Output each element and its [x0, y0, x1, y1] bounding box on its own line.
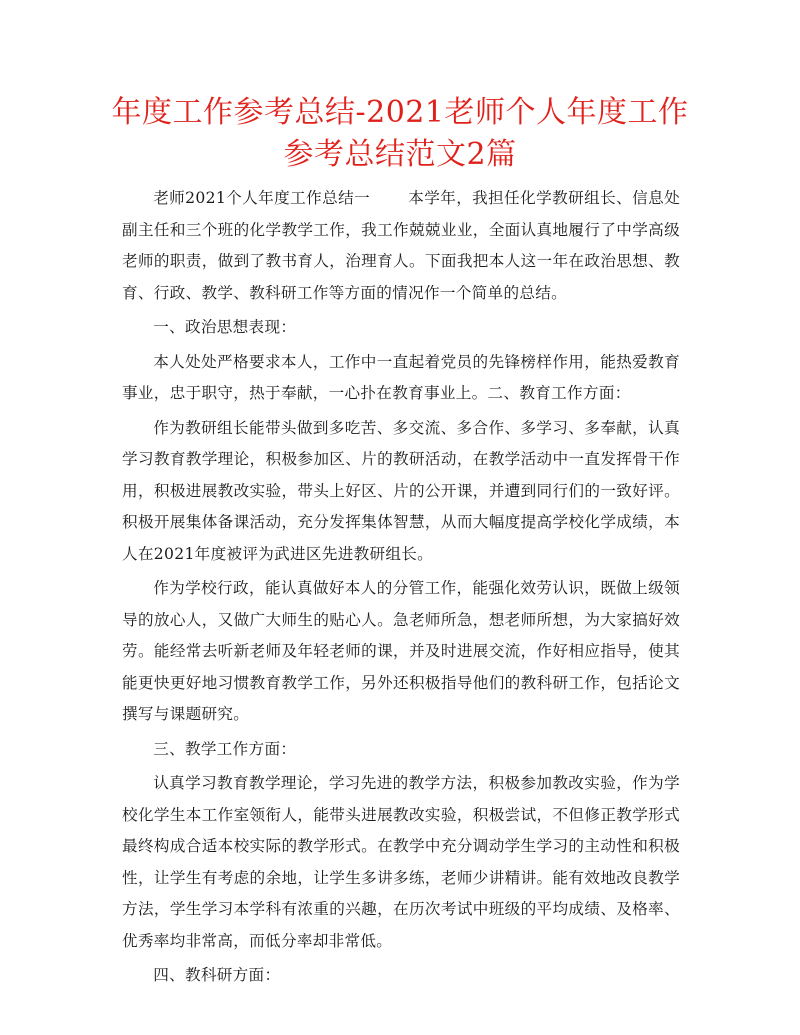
document-title: 年度工作参考总结-2021老师个人年度工作参考总结范文2篇: [111, 95, 689, 172]
section2-paragraph-2: 作为学校行政，能认真做好本人的分管工作，能强化效劳认识，既做上级领导的放心人，又做广大师生的贴心人。急老师所急，想老师所想，为大家搞好效劳。能经常去听新老师及年轻老师的课，并及时进展交流，作好相应指导，使其能更快更好地习惯教育教学工作，另外还积极指导他们的教科研工作，包括论文撰写与课题研究。: [122, 579, 680, 723]
intro-paragraph: [122, 183, 680, 309]
intro-label: 老师2021个人年度工作总结一: [153, 189, 371, 207]
intro-text: 本学年，我担任化学教研组长、信息处副主任和三个班的化学教学工作，我工作兢兢业业，全面认真地履行了中学高级老师的职责，做到了教书育人，治理育人。下面我把本人这一年在政治思想、教育、行政、教学、教科研工作等方面的情况作一个简单的总结。: [122, 189, 680, 302]
section3-heading: 三、教学工作方面：: [153, 739, 297, 758]
section1-heading: 一、政治思想表现：: [153, 318, 297, 336]
section1-paragraph: 本人处处严格要求本人，工作中一直起着党员的先锋榜样作用，能热爱教育事业，忠于职守，热于奉献，一心扑在教育事业上。二、教育工作方面：: [122, 352, 680, 402]
section2-paragraph-1: 作为教研组长能带头做到多吃苦、多交流、多合作、多学习、多奉献，认真学习教育教学理论，积极参加区、片的教研活动，在教学活动中一直发挥骨干作用，积极进展教改实验，带头上好区、片的公开课，并遭到同行们的一致好评。积极开展集体备课活动，充分发挥集体智慧，从而大幅度提高学校化学成绩，本人在2021年度被评为武进区先进教研组长。: [122, 418, 680, 563]
section4-heading: 四、教科研方面：: [153, 966, 281, 984]
document-body: [122, 183, 680, 995]
section3-paragraph: 认真学习教育教学理论，学习先进的教学方法，积极参加教改实验，作为学校化学生本工作室领衔人，能带头进展教改实验，积极尝试，不但修正教学形式最终构成合适本校实际的教学形式。在教学中充分调动学生学习的主动性和积极性，让学生有考虑的余地，让学生多讲多练，老师少讲精讲。能有效地改良教学方法，学生学习本学科有浓重的兴趣，在历次考试中班级的平均成绩、及格率、优秀率均非常高，而低分率却非常低。: [122, 774, 680, 950]
